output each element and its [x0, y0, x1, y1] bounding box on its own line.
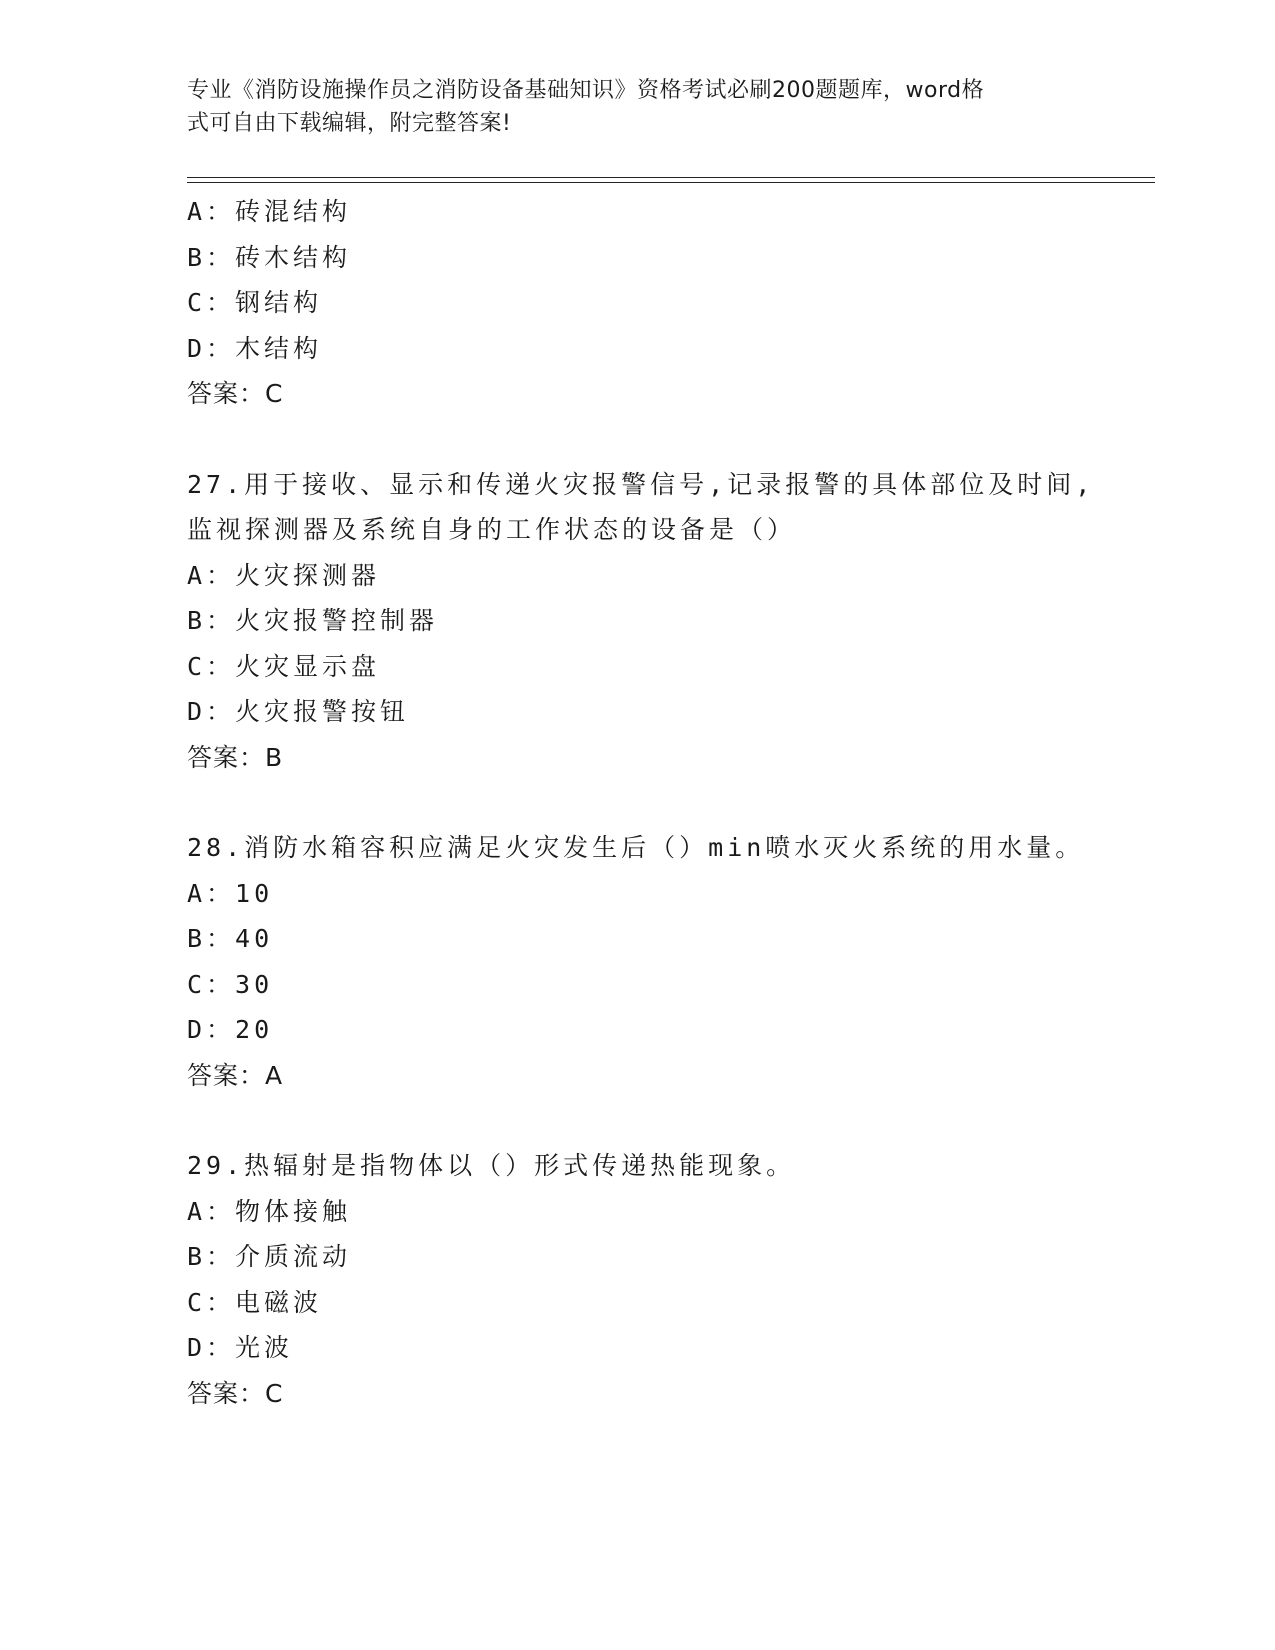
- option-c: C：火灾显示盘: [187, 651, 381, 681]
- question-block-28: [187, 825, 1087, 1098]
- question-list: [187, 189, 1095, 1416]
- answer-line: 答案：C: [187, 379, 284, 408]
- header-line-1: 专业《消防设施操作员之消防设备基础知识》资格考试必刷200题题库，word格: [187, 78, 985, 103]
- option-d: D：光波: [187, 1333, 294, 1362]
- option-c: C：钢结构: [187, 288, 323, 317]
- option-d: D：火灾报警按钮: [187, 697, 410, 726]
- question-stem: 28.消防水箱容积应满足火灾发生后（）min喷水灭火系统的用水量。: [187, 833, 1085, 862]
- question-block-27: [187, 462, 1095, 781]
- option-b: B：火灾报警控制器: [187, 606, 439, 635]
- option-a: A：砖混结构: [187, 197, 352, 226]
- header-line-2: 式可自由下载编辑，附完整答案!: [187, 111, 512, 136]
- answer-line: 答案：C: [187, 1378, 284, 1408]
- option-b: B：砖木结构: [187, 242, 352, 272]
- option-a: A：火灾探测器: [187, 560, 381, 590]
- option-d: D：木结构: [187, 333, 323, 363]
- spacer: [187, 780, 1087, 825]
- question-stem-continued: 监视探测器及系统自身的工作状态的设备是（）: [187, 515, 797, 544]
- option-a: A：10: [187, 878, 274, 908]
- option-d: D：20: [187, 1015, 274, 1044]
- header-divider-top: [187, 177, 1155, 178]
- answer-line: 答案：B: [187, 742, 284, 772]
- option-b: B：介质流动: [187, 1242, 352, 1271]
- spacer: [187, 417, 1087, 462]
- question-stem: 29.热辐射是指物体以（）形式传递热能现象。: [187, 1151, 796, 1180]
- option-c: C：电磁波: [187, 1287, 323, 1317]
- question-block-29: [187, 1143, 1087, 1416]
- question-stem: 27.用于接收、显示和传递火灾报警信号,记录报警的具体部位及时间,: [187, 469, 1095, 499]
- question-block-26: [187, 189, 1087, 417]
- option-a: A：物体接触: [187, 1196, 352, 1226]
- document-header: [187, 74, 1067, 140]
- header-divider-bottom: [187, 182, 1155, 183]
- answer-line: 答案：A: [187, 1060, 284, 1090]
- option-c: C：30: [187, 969, 274, 999]
- option-b: B：40: [187, 924, 274, 953]
- spacer: [187, 1098, 1087, 1143]
